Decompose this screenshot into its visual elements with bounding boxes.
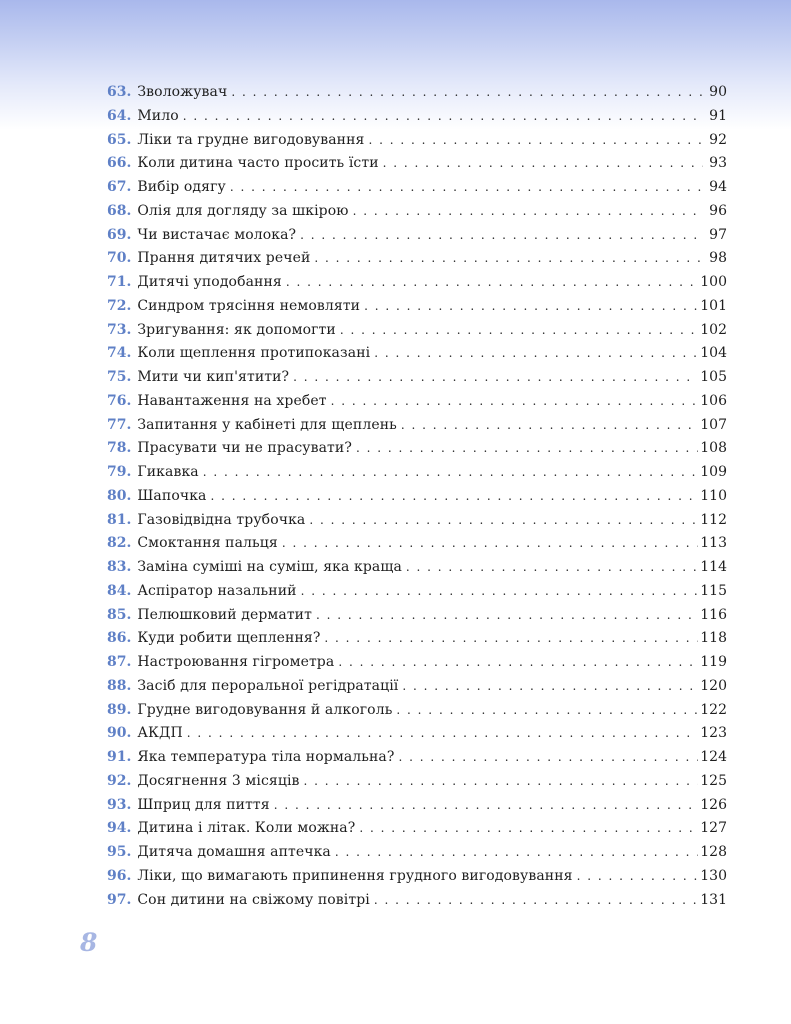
- toc-entry-page: 119: [700, 654, 727, 670]
- toc-entry-number: 70.: [107, 250, 132, 267]
- toc-entry-page: 96: [709, 202, 727, 219]
- toc-entry-title: Синдром трясіння немовляти: [137, 297, 361, 314]
- page-number: 8: [80, 928, 98, 957]
- toc-entry-title: Коли щеплення протипоказані: [137, 345, 371, 362]
- toc-entry-title: Настроювання гігрометра: [137, 654, 335, 670]
- toc-entry-number: 96.: [107, 867, 132, 884]
- toc-entry-number: 67.: [107, 179, 132, 195]
- toc-entry-title: Зволожувач: [137, 84, 228, 100]
- toc-entry-number: 65.: [107, 131, 132, 148]
- toc-entry[interactable]: [107, 132, 727, 156]
- toc-entry-page: 112: [700, 511, 727, 528]
- toc-entry[interactable]: [107, 464, 727, 488]
- toc-entry-title: Мити чи кип'ятити?: [137, 369, 290, 385]
- toc-entry-page: 122: [700, 701, 727, 718]
- toc-entry-number: 69.: [107, 226, 132, 243]
- toc-entry-number: 63.: [107, 84, 132, 100]
- dot-leader: [324, 631, 698, 645]
- toc-entry-page: 124: [700, 749, 727, 765]
- toc-entry[interactable]: [107, 322, 727, 346]
- toc-entry-number: 73.: [107, 321, 132, 338]
- toc-entry-number: 89.: [107, 701, 132, 718]
- toc-entry-title: Шапочка: [137, 487, 207, 504]
- dot-leader: [356, 441, 698, 455]
- toc-entry-title: Вибір одягу: [137, 179, 226, 195]
- toc-entry-page: 93: [709, 155, 727, 172]
- toc-entry-page: 127: [700, 820, 727, 837]
- toc-entry-title: Куди робити щеплення?: [137, 630, 321, 647]
- toc-entry-number: 71.: [107, 274, 132, 290]
- toc-entry-page: 100: [700, 274, 727, 290]
- toc-entry-title: Газовідвідна трубочка: [137, 511, 306, 528]
- dot-leader: [396, 703, 698, 717]
- dot-leader: [187, 726, 698, 740]
- table-of-contents: [107, 84, 727, 915]
- toc-entry-page: 125: [700, 772, 727, 789]
- toc-entry[interactable]: [107, 84, 727, 108]
- toc-entry[interactable]: [107, 678, 727, 702]
- toc-entry-number: 87.: [107, 654, 132, 670]
- toc-entry[interactable]: [107, 274, 727, 298]
- toc-entry-number: 83.: [107, 559, 132, 575]
- toc-entry-title: Сон дитини на свіжому повітрі: [137, 891, 370, 908]
- toc-entry-title: Чи вистачає молока?: [137, 226, 297, 243]
- toc-entry-page: 90: [709, 84, 727, 100]
- toc-entry-number: 72.: [107, 297, 132, 314]
- toc-entry-page: 128: [700, 844, 727, 860]
- toc-entry-number: 75.: [107, 369, 132, 385]
- dot-leader: [398, 750, 698, 764]
- toc-entry-page: 118: [700, 630, 727, 647]
- toc-entry-number: 80.: [107, 487, 132, 504]
- toc-entry[interactable]: [107, 844, 727, 868]
- toc-entry-page: 102: [700, 321, 727, 338]
- toc-entry-title: Заміна суміші на суміш, яка краща: [137, 559, 402, 575]
- toc-entry-title: Грудне вигодовування й алкоголь: [137, 701, 393, 718]
- toc-entry[interactable]: [107, 630, 727, 654]
- toc-entry-title: Ліки та грудне вигодовування: [137, 131, 365, 148]
- toc-entry[interactable]: [107, 725, 727, 749]
- toc-entry[interactable]: [107, 440, 727, 464]
- toc-entry-number: 93.: [107, 796, 132, 813]
- dot-leader: [230, 180, 703, 194]
- toc-entry-number: 79.: [107, 464, 132, 480]
- dot-leader: [211, 489, 699, 503]
- dot-leader: [300, 228, 703, 242]
- toc-entry[interactable]: [107, 583, 727, 607]
- toc-entry-page: 97: [709, 226, 727, 243]
- toc-entry[interactable]: [107, 820, 727, 844]
- toc-entry-page: 101: [700, 297, 727, 314]
- dot-leader: [301, 584, 699, 598]
- dot-leader: [338, 655, 698, 669]
- toc-entry-number: 91.: [107, 749, 132, 765]
- toc-entry[interactable]: [107, 250, 727, 274]
- toc-entry-page: 92: [709, 131, 727, 148]
- toc-entry-page: 104: [700, 345, 727, 362]
- toc-entry[interactable]: [107, 868, 727, 892]
- dot-leader: [183, 109, 703, 123]
- toc-entry-title: АКДП: [137, 725, 183, 742]
- toc-entry[interactable]: [107, 298, 727, 322]
- toc-entry[interactable]: [107, 488, 727, 512]
- toc-entry-number: 84.: [107, 582, 132, 599]
- toc-entry-page: 131: [700, 891, 727, 908]
- toc-entry-page: 115: [700, 582, 727, 599]
- toc-entry[interactable]: [107, 179, 727, 203]
- toc-entry-number: 74.: [107, 345, 132, 362]
- toc-entry-number: 92.: [107, 772, 132, 789]
- dot-leader: [364, 299, 698, 313]
- toc-entry-page: 116: [700, 606, 727, 623]
- toc-entry[interactable]: [107, 535, 727, 559]
- dot-leader: [282, 536, 698, 550]
- dot-leader: [316, 608, 698, 622]
- toc-entry-title: Смоктання пальця: [137, 535, 278, 552]
- dot-leader: [383, 156, 703, 170]
- dot-leader: [286, 275, 698, 289]
- dot-leader: [203, 465, 699, 479]
- toc-entry-number: 97.: [107, 891, 132, 908]
- dot-leader: [359, 821, 698, 835]
- dot-leader: [340, 323, 698, 337]
- toc-entry[interactable]: [107, 749, 727, 773]
- dot-leader: [374, 346, 698, 360]
- toc-entry[interactable]: [107, 773, 727, 797]
- toc-entry-page: 108: [700, 440, 727, 457]
- toc-entry[interactable]: [107, 345, 727, 369]
- toc-entry-page: 98: [709, 250, 727, 267]
- dot-leader: [374, 893, 698, 907]
- toc-entry-page: 114: [700, 559, 727, 575]
- toc-entry[interactable]: [107, 892, 727, 916]
- toc-entry-title: Яка температура тіла нормальна?: [137, 749, 395, 765]
- toc-entry-title: Олія для догляду за шкірою: [137, 202, 349, 219]
- toc-entry-page: 120: [700, 677, 727, 694]
- toc-entry-page: 130: [700, 867, 727, 884]
- toc-entry-title: Досягнення 3 місяців: [137, 772, 300, 789]
- dot-leader: [304, 774, 699, 788]
- dot-leader: [231, 85, 703, 99]
- toc-entry-title: Дитина і літак. Коли можна?: [137, 820, 356, 837]
- toc-entry[interactable]: [107, 702, 727, 726]
- toc-entry[interactable]: [107, 155, 727, 179]
- toc-entry-title: Коли дитина часто просить їсти: [137, 155, 379, 172]
- toc-entry[interactable]: [107, 607, 727, 631]
- toc-entry-number: 64.: [107, 107, 132, 124]
- toc-entry[interactable]: [107, 797, 727, 821]
- toc-entry[interactable]: [107, 203, 727, 227]
- dot-leader: [331, 394, 699, 408]
- toc-entry-page: 105: [700, 369, 727, 385]
- toc-entry-page: 113: [700, 535, 727, 552]
- toc-entry-page: 91: [709, 107, 727, 124]
- toc-entry-title: Запитання у кабінеті для щеплень: [137, 416, 397, 433]
- toc-entry[interactable]: [107, 227, 727, 251]
- toc-entry-title: Аспіратор назальний: [137, 582, 297, 599]
- toc-entry-title: Гикавка: [137, 464, 199, 480]
- toc-entry-title: Шприц для пиття: [137, 796, 270, 813]
- toc-entry-number: 77.: [107, 416, 132, 433]
- toc-entry-number: 81.: [107, 511, 132, 528]
- toc-entry-title: Ліки, що вимагають припинення грудного вигодовування: [137, 867, 573, 884]
- toc-entry-title: Зригування: як допомогти: [137, 321, 336, 338]
- toc-entry-page: 126: [700, 796, 727, 813]
- toc-entry-number: 86.: [107, 630, 132, 647]
- toc-entry-title: Прання дитячих речей: [137, 250, 311, 267]
- dot-leader: [577, 869, 699, 883]
- toc-entry-number: 85.: [107, 606, 132, 623]
- toc-entry[interactable]: [107, 108, 727, 132]
- toc-entry-title: Дитяча домашня аптечка: [137, 844, 331, 860]
- toc-entry[interactable]: [107, 654, 727, 678]
- toc-entry-title: Мило: [137, 107, 179, 124]
- toc-entry-title: Дитячі уподобання: [137, 274, 282, 290]
- toc-entry-title: Засіб для пероральної регідратації: [137, 677, 399, 694]
- toc-entry-title: Пелюшковий дерматит: [137, 606, 312, 623]
- toc-entry-number: 90.: [107, 725, 132, 742]
- toc-entry-number: 66.: [107, 155, 132, 172]
- dot-leader: [293, 370, 698, 384]
- toc-entry-title: Навантаження на хребет: [137, 392, 327, 409]
- toc-entry-number: 88.: [107, 677, 132, 694]
- toc-entry-number: 68.: [107, 202, 132, 219]
- toc-entry-number: 78.: [107, 440, 132, 457]
- toc-entry-page: 110: [700, 487, 727, 504]
- toc-entry[interactable]: [107, 393, 727, 417]
- dot-leader: [401, 418, 698, 432]
- toc-entry-number: 76.: [107, 392, 132, 409]
- toc-entry[interactable]: [107, 559, 727, 583]
- toc-entry-title: Прасувати чи не прасувати?: [137, 440, 352, 457]
- dot-leader: [368, 133, 703, 147]
- toc-entry[interactable]: [107, 512, 727, 536]
- dot-leader: [309, 513, 698, 527]
- toc-entry-page: 106: [700, 392, 727, 409]
- dot-leader: [406, 560, 698, 574]
- toc-entry-page: 107: [700, 416, 727, 433]
- dot-leader: [402, 679, 698, 693]
- toc-entry-number: 82.: [107, 535, 132, 552]
- dot-leader: [314, 251, 703, 265]
- toc-entry-number: 94.: [107, 820, 132, 837]
- toc-entry[interactable]: [107, 417, 727, 441]
- toc-entry[interactable]: [107, 369, 727, 393]
- dot-leader: [353, 204, 703, 218]
- toc-entry-page: 94: [709, 179, 727, 195]
- toc-entry-page: 109: [700, 464, 727, 480]
- toc-entry-page: 123: [700, 725, 727, 742]
- dot-leader: [335, 845, 698, 859]
- toc-entry-number: 95.: [107, 844, 132, 860]
- dot-leader: [274, 798, 699, 812]
